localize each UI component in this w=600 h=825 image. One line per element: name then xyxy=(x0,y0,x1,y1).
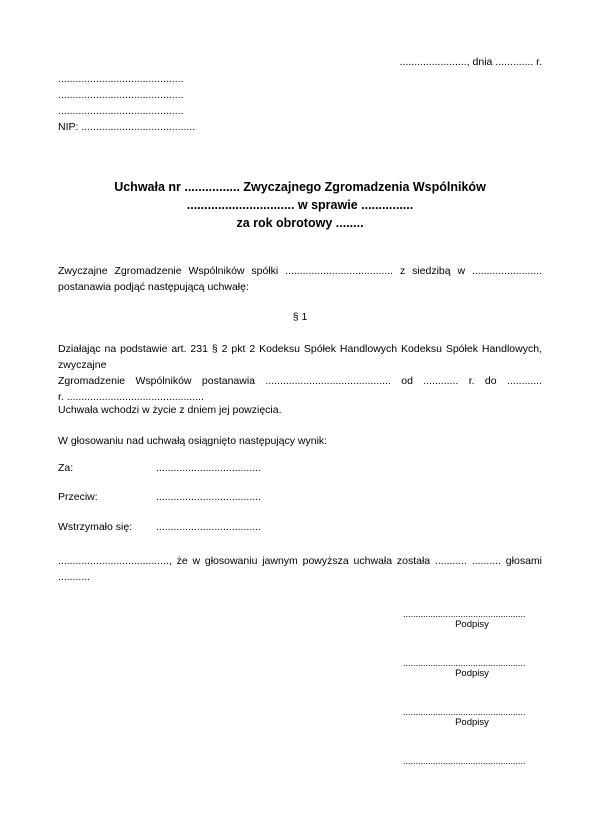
resolution-line: r. ............................................... xyxy=(58,391,204,403)
signature-label: Podpisy xyxy=(455,717,489,728)
document-title-subject: ............................... w sprawie ............... xyxy=(186,198,414,212)
place-date-line: ......................., dnia ............. r. xyxy=(399,56,542,68)
section-marker: § 1 xyxy=(292,311,308,323)
signature-block xyxy=(403,707,541,728)
effective-date-text: Uchwała wchodzi w życie z dniem jej powzięcia. xyxy=(58,404,282,416)
signature-block xyxy=(403,658,541,679)
signature-block xyxy=(403,609,541,630)
vote-row-abstain xyxy=(58,521,261,533)
vote-label: Przeciw: xyxy=(58,491,98,503)
vote-intro-text: W głosowaniu nad uchwałą osiągnięto następujący wynik: xyxy=(58,435,328,447)
signature-label: Podpisy xyxy=(455,668,489,679)
vote-value: .................................... xyxy=(156,462,262,474)
sender-line: ........................................... xyxy=(58,89,184,101)
intro-paragraph xyxy=(58,263,542,295)
signature-line: ................................................. xyxy=(403,658,526,668)
signature-line: ................................................. xyxy=(403,707,526,717)
vote-row-for xyxy=(58,462,261,474)
vote-result-text: ......................................, że w głosowaniu jawnym powyższa uchwała została ........... .......... głosami ........... xyxy=(58,555,542,583)
signature-line: ................................................. xyxy=(403,756,526,766)
sender-block xyxy=(58,71,195,135)
signature-block xyxy=(403,756,541,766)
resolution-line: Zgromadzenie Wspólników postanawia ........................................... od ............ r. do ............ xyxy=(58,375,542,387)
intro-line: postanawia podjąć następującą uchwałę: xyxy=(58,281,249,293)
document-title-year: za rok obrotowy ........ xyxy=(236,216,364,230)
vote-value: .................................... xyxy=(156,491,262,503)
document-title: Uchwała nr ................ Zwyczajnego Zgromadzenia Wspólników xyxy=(114,180,486,194)
vote-label: Za: xyxy=(58,462,74,474)
vote-label: Wstrzymało się: xyxy=(58,521,133,533)
vote-value: .................................... xyxy=(156,521,262,533)
sender-nip-line: NIP: ....................................... xyxy=(58,121,196,133)
signature-line: ................................................. xyxy=(403,609,526,619)
sender-line: ........................................... xyxy=(58,73,184,85)
resolution-paragraph xyxy=(58,341,542,405)
resolution-line: Działając na podstawie art. 231 § 2 pkt 2 Kodeksu Spółek Handlowych Kodeksu Spółek Handlowych, zwyczajne xyxy=(58,343,542,371)
intro-line: Zwyczajne Zgromadzenie Wspólników spółki ..................................... z siedzibą w ........................ xyxy=(58,265,542,277)
vote-row-against xyxy=(58,491,261,503)
signature-label: Podpisy xyxy=(455,619,489,630)
sender-line: ........................................... xyxy=(58,105,184,117)
